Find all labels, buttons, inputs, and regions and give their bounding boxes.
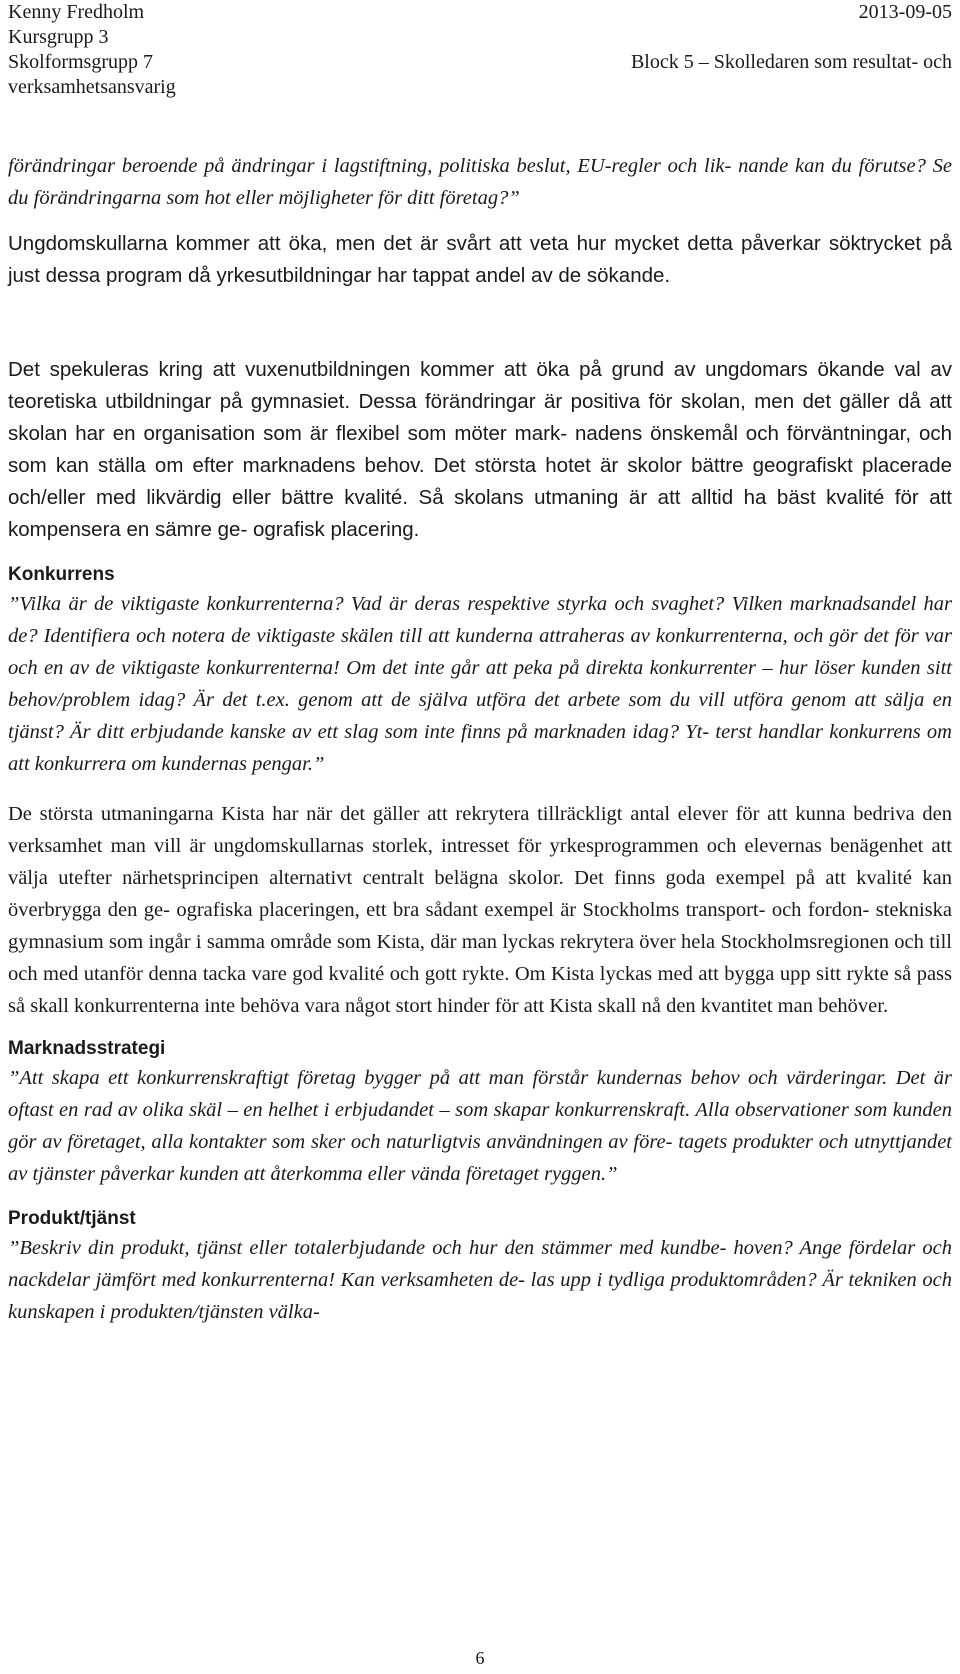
quote-konkurrens: ”Vilka är de viktigaste konkurrenterna? Vad är deras respektive styrka och svaghet? Vilken marknadsandel har de? Identifiera och notera de viktigaste skälen till att kunderna attraheras av konkurrenterna, och gör det för var och en av de viktigaste konkurrenterna! Om det inte går att peka på direkta konkurrenter – hur löser kunden sitt behov/problem idag? Är det t.ex. genom att de själva utföra det arbete som du vill utföra genom att sälja en tjänst? Är ditt erbjudande kanske av ett slag som inte finns på marknaden idag? Yt- terst handlar konkurrens om att konkurrera om kundernas pengar.”	[8, 593, 952, 775]
page-number: 6	[475, 1648, 485, 1668]
heading-produkt: Produkt/tjänst	[8, 1208, 136, 1229]
header-date: 2013-09-05	[858, 1, 952, 23]
author-name: Kenny Fredholm	[8, 1, 145, 23]
paragraph-challenges: De största utmaningarna Kista har när det gäller att rekrytera tillräckligt antal elever för att kunna bedriva den verksamhet man vill är ungdomskullarnas storlek, intresset för yrkesprogrammen och elevernas benägenhet att välja utefter närhetsprincipen alternativt centralt belägna skolor. Det finns goda exempel på att kvalité kan överbrygga den ge- ografiska placeringen, ett bra sådant exempel är Stockholms transport- och fordon- stekniska gymnasium som ingår i samma område som Kista, där man lyckas rekrytera över hela Stockholmsregionen och till och med utanför denna tacka vare god kvalité och gott rykte. Om Kista lyckas med att bygga upp sitt rykte så pass så skall konkurrenterna inte behöva vara något stort hinder för att Kista skall nå den kvantitet man behöver.	[8, 803, 952, 1017]
heading-marknadsstrategi: Marknadsstrategi	[8, 1038, 166, 1059]
school-form-group: Skolformsgrupp 7	[8, 51, 153, 73]
quote-marknadsstrategi: ”Att skapa ett konkurrenskraftigt företag bygger på att man förstår kundernas behov och värderingar. Det är oftast en rad av olika skäl – en helhet i erbjudandet – som skapar konkurrenskraft. Alla observationer som kunden gör av företaget, alla kontakter som sker och naturligtvis användningen av före- tagets produkter och utnyttjandet av tjänster påverkar kunden att återkomma eller vända företaget ryggen.”	[8, 1067, 952, 1185]
document-body	[8, 150, 952, 1328]
quote-produkt: ”Beskriv din produkt, tjänst eller totalerbjudande och hur den stämmer med kundbe- hoven? Ange fördelar och nackdelar jämfört med konkurrenterna! Kan verksamheten de- las upp i tydliga produktområden? Är tekniken och kunskapen i produkten/tjänsten välka-	[8, 1237, 952, 1323]
header-author-block	[8, 0, 176, 100]
paragraph-adult-education: Det spekuleras kring att vuxenutbildningen kommer att öka på grund av ungdomars ökande val av teoretiska utbildningar på gymnasiet. Dessa förändringar är positiva för skolan, men det gäller då att skolan har en organisation som är flexibel som möter mark- nadens önskemål och förväntningar, och som kan ställa om efter marknadens behov. Det största hotet är skolor bättre geografiskt placerade och/eller med likvärdig eller bättre kvalité. Så skolans utmaning är att alltid ha bäst kvalité för att kompensera en sämre ge- ografisk placering.	[8, 358, 952, 541]
heading-konkurrens: Konkurrens	[8, 564, 115, 585]
header-block-title: Block 5 – Skolledaren som resultat- och	[630, 51, 952, 73]
paragraph-youth-cohorts: Ungdomskullarna kommer att öka, men det är svårt att veta hur mycket detta påverkar söktrycket på just dessa program då yrkesutbildningar har tappat andel av de sökande.	[8, 232, 952, 287]
intro-quote: förändringar beroende på ändringar i lagstiftning, politiska beslut, EU-regler och lik- nande kan du förutse? Se du förändringarna som hot eller möjligheter för ditt företag?”	[8, 155, 952, 209]
role-label: verksamhetsansvarig	[8, 76, 176, 98]
course-group: Kursgrupp 3	[8, 26, 109, 48]
